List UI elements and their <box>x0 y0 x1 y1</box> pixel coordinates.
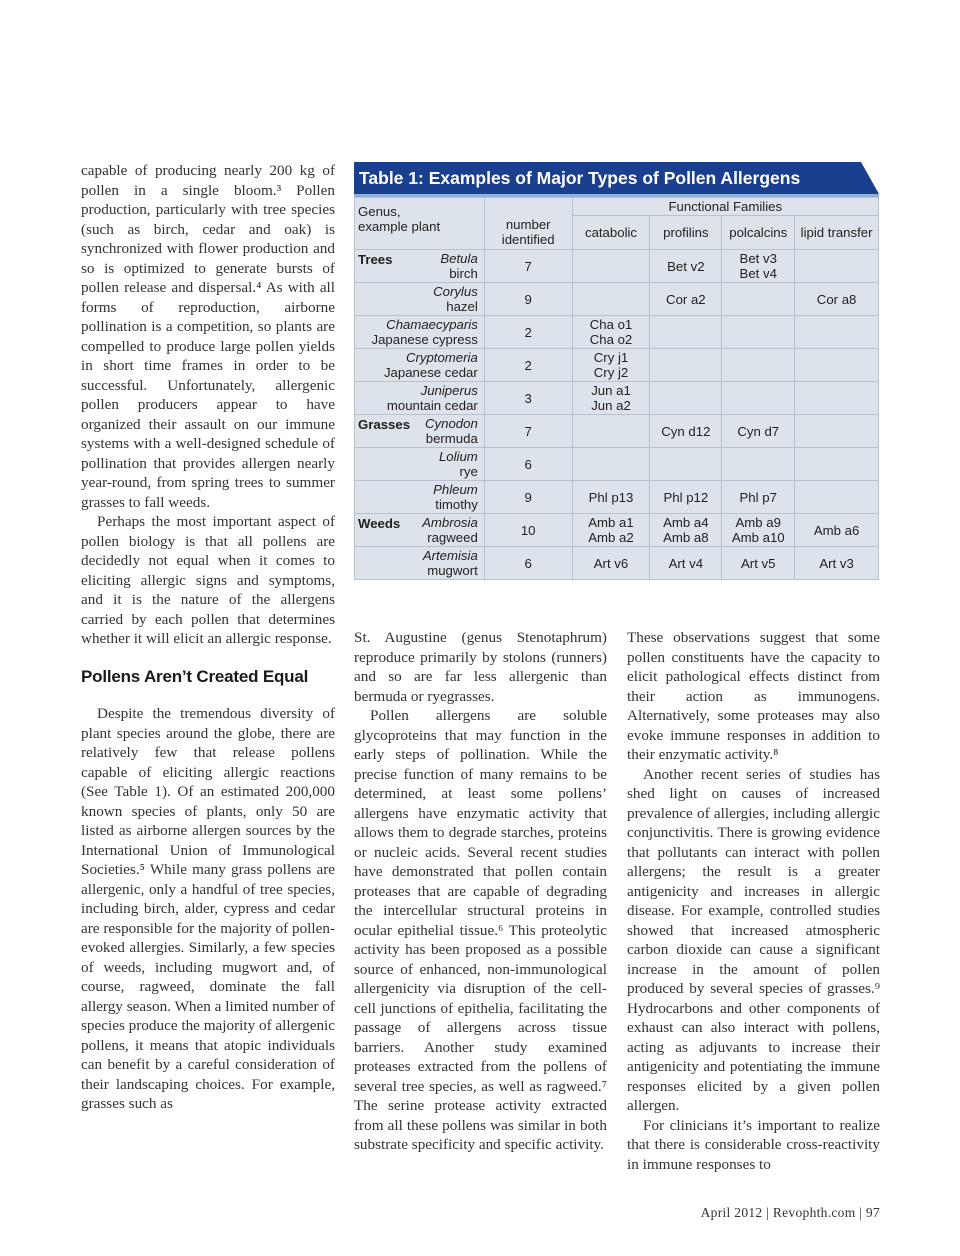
plant-group-label: Grasses <box>358 417 411 432</box>
left-paragraph-2: Perhaps the most important aspect of pollen biology is that all pollens are decidedly not equal when it comes to eliciting allergic signs and symptoms, and it is the nature of the allergens carried by each pollen that determines whether it will elicit an allergic response. <box>81 513 335 647</box>
polcalcins-cell: Cyn d7 <box>722 415 795 448</box>
polcalcins-cell: Bet v3 Bet v4 <box>722 250 795 283</box>
plant-cell <box>355 283 485 316</box>
polcalcins-cell <box>722 349 795 382</box>
lipid-transfer-cell <box>795 250 879 283</box>
polcalcins-cell: Phl p7 <box>722 481 795 514</box>
polcalcins-cell: Art v5 <box>722 547 795 580</box>
column-header: catabolic <box>572 216 650 250</box>
genus-name: Corylus <box>433 284 478 299</box>
genus-header: Genus, example plant <box>355 198 485 250</box>
plant-cell <box>355 514 485 547</box>
plant-group-label: Trees <box>358 252 393 267</box>
table-row <box>355 514 879 547</box>
lipid-transfer-cell: Amb a6 <box>795 514 879 547</box>
column-header: number identified <box>484 216 572 250</box>
right-paragraph-3: For clinicians it’s important to realize that there is considerable cross-reactivity in immune responses to <box>627 1116 880 1173</box>
polcalcins-cell: Amb a9 Amb a10 <box>722 514 795 547</box>
plant-cell <box>355 349 485 382</box>
lipid-transfer-cell: Art v3 <box>795 547 879 580</box>
table-row <box>355 250 879 283</box>
lipid-transfer-cell <box>795 316 879 349</box>
common-name: bermuda <box>425 431 478 446</box>
common-name: rye <box>459 464 478 479</box>
left-paragraph-3: Despite the tremendous diversity of plant species around the globe, there are relatively few that release pollens capable of eliciting allergic reactions (See Table 1). Of an estimated 200,000 known species of plants, only 50 are listed as airborne allergen sources by the International Union of Immunological Societies.⁵ While many grass pollens are allergenic, only a handful of tree species, including birch, alder, cypress and cedar are responsible for the majority of pollen-evoked allergies. Similarly, a few species of weeds, including mugwort and, of course, ragweed, dominate the fall allergy season. When a limited number of species produce the majority of allergenic pollens, it means that atopic individuals can benefit by a careful consideration of their landscaping choices. For example, grasses such as <box>81 705 336 1112</box>
profilins-cell <box>650 382 722 415</box>
plant-cell <box>355 547 485 580</box>
plant-cell <box>355 250 485 283</box>
number-identified-cell: 7 <box>484 415 572 448</box>
number-identified-cell: 7 <box>484 250 572 283</box>
catabolic-cell: Jun a1 Jun a2 <box>572 382 650 415</box>
genus-name: Phleum <box>433 482 478 497</box>
table-row <box>355 547 879 580</box>
profilins-cell: Amb a4 Amb a8 <box>650 514 722 547</box>
table-row <box>355 382 879 415</box>
section-heading: Pollens Aren’t Created Equal <box>81 666 309 686</box>
catabolic-cell: Amb a1 Amb a2 <box>572 514 650 547</box>
profilins-cell: Cyn d12 <box>650 415 722 448</box>
pollen-allergen-table <box>354 162 879 580</box>
common-name: ragweed <box>427 530 478 545</box>
column-header: profilins <box>650 216 722 250</box>
genus-name: Ambrosia <box>422 515 478 530</box>
catabolic-cell <box>572 283 650 316</box>
number-identified-cell: 2 <box>484 349 572 382</box>
profilins-cell <box>650 448 722 481</box>
lipid-transfer-cell <box>795 415 879 448</box>
plant-cell <box>355 448 485 481</box>
table-row <box>355 448 879 481</box>
middle-paragraph-2: Pollen allergens are soluble glycoproteins that may function in the early steps of pollination. While the precise function of many remains to be determined, at least some pollens’ allergens have enzymatic activity that allows them to degrade starches, proteins or nucleic acids. Several recent studies have demonstrated that pollen contain proteases that are capable of degrading the intercellular structural proteins in ocular epithelial tissue.⁶ This proteolytic activity has been proposed as a possible source of enhanced, non-immunological allergenicity via disruption of the cell-cell junctions of epithelia, facilitating the passage of allergens across tissue barriers. Another study examined proteases extracted from the pollens of several tree species, as well as ragweed.⁷ The serine protease activity extracted from all these pollens was similar in both substrate specificity and specific activity. <box>354 707 607 1153</box>
functional-families-header: Functional Families <box>572 198 878 216</box>
column-header: lipid transfer <box>795 216 879 250</box>
number-identified-cell: 2 <box>484 316 572 349</box>
middle-paragraph-1: St. Augustine (genus Stenotaphrum) reproduce primarily by stolons (runners) and so are far less allergenic than bermuda or ryegrasses. <box>354 629 607 705</box>
common-name: birch <box>449 266 478 281</box>
table-title: Table 1: Examples of Major Types of Pollen Allergens <box>354 162 879 197</box>
catabolic-cell: Phl p13 <box>572 481 650 514</box>
column-header: polcalcins <box>722 216 795 250</box>
lipid-transfer-cell <box>795 481 879 514</box>
page-footer: April 2012 | Revophth.com | 97 <box>700 1205 880 1220</box>
table-row <box>355 316 879 349</box>
number-identified-cell: 9 <box>484 481 572 514</box>
common-name: timothy <box>435 497 478 512</box>
catabolic-cell: Cha o1 Cha o2 <box>572 316 650 349</box>
number-identified-cell: 3 <box>484 382 572 415</box>
plant-cell <box>355 382 485 415</box>
number-identified-cell: 10 <box>484 514 572 547</box>
genus-name: Juniperus <box>420 383 478 398</box>
genus-name: Chamaecyparis <box>386 317 478 332</box>
profilins-cell <box>650 349 722 382</box>
profilins-cell: Cor a2 <box>650 283 722 316</box>
table-row <box>355 415 879 448</box>
table-row <box>355 481 879 514</box>
catabolic-cell <box>572 250 650 283</box>
catabolic-cell: Art v6 <box>572 547 650 580</box>
profilins-cell: Art v4 <box>650 547 722 580</box>
table-row <box>355 283 879 316</box>
profilins-cell: Phl p12 <box>650 481 722 514</box>
genus-name: Cynodon <box>425 416 478 431</box>
middle-column <box>354 628 607 1155</box>
lipid-transfer-cell: Cor a8 <box>795 283 879 316</box>
common-name: hazel <box>446 299 478 314</box>
polcalcins-cell <box>722 448 795 481</box>
common-name: Japanese cedar <box>383 365 478 380</box>
genus-name: Betula <box>440 251 478 266</box>
table-row <box>355 349 879 382</box>
number-identified-cell: 6 <box>484 547 572 580</box>
profilins-cell: Bet v2 <box>650 250 722 283</box>
right-paragraph-2: Another recent series of studies has shed light on causes of increased prevalence of allergies, including allergic conjunctivitis. There is growing evidence that pollutants can interact with pollen allergens; the result is a greater antigenicity and increases in allergic disease. For example, controlled studies showed that increased atmospheric carbon dioxide can cause a significant increase in the amount of pollen produced by several species of grasses.⁹ Hydrocarbons and other components of exhaust can also interact with pollens, acting as adjuvants to increase their antigenicity and potentiating the immune responses elicited by a given pollen allergen. <box>627 765 880 1114</box>
genus-name: Lolium <box>438 449 478 464</box>
lipid-transfer-cell <box>795 382 879 415</box>
genus-name: Artemisia <box>422 548 478 563</box>
genus-name: Cryptomeria <box>405 350 478 365</box>
catabolic-cell <box>572 415 650 448</box>
common-name: mountain cedar <box>386 398 478 413</box>
polcalcins-cell <box>722 382 795 415</box>
left-paragraph-1: capable of producing nearly 200 kg of pollen in a single bloom.³ Pollen production, particularly with tree species (such as birch, cedar and oak) is synchronized with flower production and so is optimized to generate bursts of pollen release and dispersal.⁴ As with all forms of reproduction, airborne pollination is a competition, so plants are compelled to produce large pollen yields in short time frames in order to be successful. Unfortunately, allergenic pollen producers appear to have organized their assault on our immune systems with a well-designed schedule of pollination that provides allergen nearly year-round, from spring trees to summer grasses to fall weeds. <box>81 162 335 511</box>
right-paragraph-1: These observations suggest that some pollen constituents have the capacity to elicit pathological effects distinct from their action as immunogens. Alternatively, some proteases may also evoke immune responses in addition to their enzymatic activity.⁸ <box>627 629 880 763</box>
plant-cell <box>355 415 485 448</box>
polcalcins-cell <box>722 283 795 316</box>
right-column <box>627 628 880 1174</box>
plant-cell <box>355 481 485 514</box>
number-identified-cell: 9 <box>484 283 572 316</box>
header-blank <box>484 198 572 216</box>
profilins-cell <box>650 316 722 349</box>
lipid-transfer-cell <box>795 448 879 481</box>
lipid-transfer-cell <box>795 349 879 382</box>
table-grid <box>354 197 879 580</box>
left-column <box>81 161 335 1114</box>
catabolic-cell <box>572 448 650 481</box>
plant-cell <box>355 316 485 349</box>
catabolic-cell: Cry j1 Cry j2 <box>572 349 650 382</box>
plant-group-label: Weeds <box>358 516 401 531</box>
polcalcins-cell <box>722 316 795 349</box>
common-name: Japanese cypress <box>371 332 478 347</box>
number-identified-cell: 6 <box>484 448 572 481</box>
common-name: mugwort <box>427 563 478 578</box>
